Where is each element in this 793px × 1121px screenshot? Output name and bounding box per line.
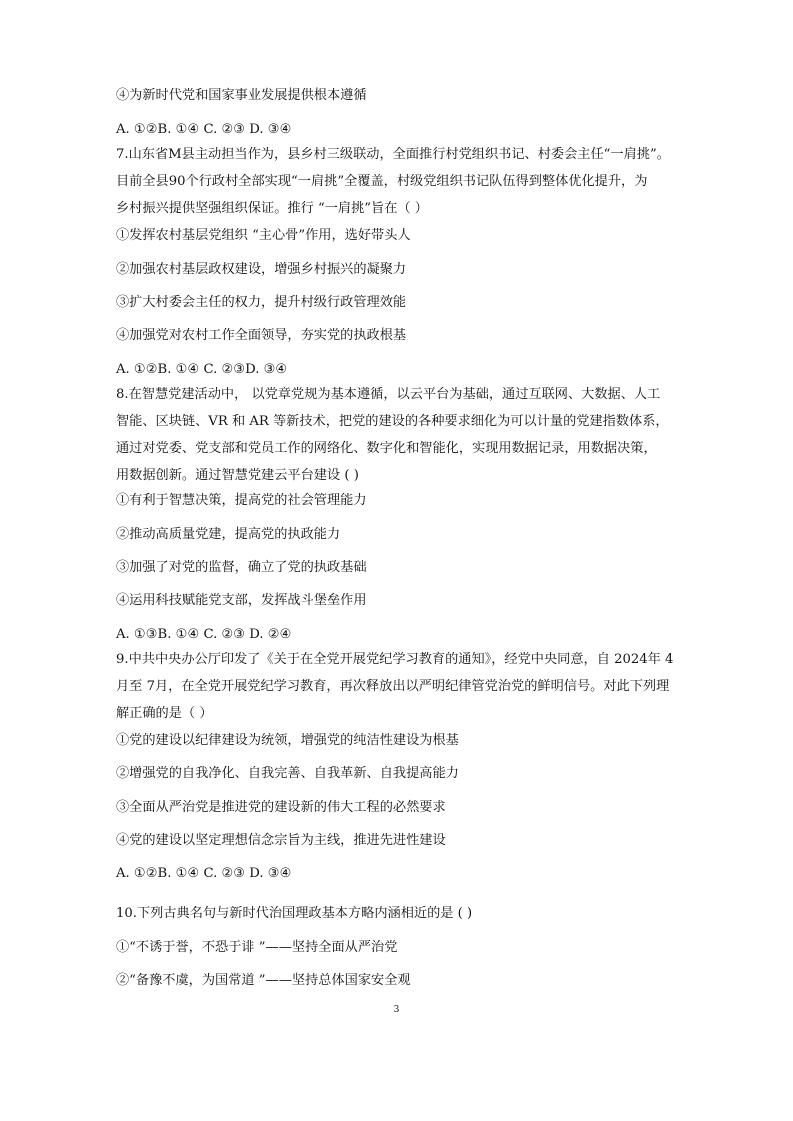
q8-option-4: ④运用科技赋能党支部，发挥战斗堡垒作用 [116, 593, 367, 608]
q9-answer-choices: A. ①②B. ①④ C. ②③ D. ③④ [116, 866, 292, 881]
q7-option-2: ②加强农村基层政权建设，增强乡村振兴的凝聚力 [116, 262, 407, 277]
q8-option-1: ①有利于智慧决策，提高党的社会管理能力 [116, 493, 367, 508]
q7-answer-choices: A. ①②B. ①④ C. ②③D. ③④ [116, 362, 288, 377]
q7-option-1: ①发挥农村基层党组织 “主心骨”作用，选好带头人 [116, 228, 411, 243]
q9-option-3: ③全面从严治党是推进党的建设新的伟大工程的必然要求 [116, 800, 446, 815]
q7-option-3: ③扩大村委会主任的权力，提升村级行政管理效能 [116, 295, 407, 310]
q8-stem-line-2: 智能、区块链、VR 和 AR 等新技术，把党的建设的各种要求细化为可以计量的党建指数体系， [116, 414, 669, 429]
q10-stem: 10.下列古典名句与新时代治国理政基本方略内涵相近的是 ( ) [116, 906, 473, 921]
q8-stem-line-3: 通过对党委、党支部和党员工作的网络化、数字化和智能化，实现用数据记录，用数据决策， [116, 441, 657, 456]
q9-stem-line-2: 月至 7月，在全党开展党纪学习教育，再次释放出以严明纪律管党治党的鲜明信号。对此下列理 [116, 679, 670, 694]
q9-stem-line-1: 9.中共中央办公厅印发了《关于在全党开展党纪学习教育的通知》，经党中央同意，自 2024年 4 [116, 652, 674, 667]
q6-option-4: ④为新时代党和国家事业发展提供根本遵循 [116, 88, 367, 103]
q7-stem-line-2: 目前全县90个行政村全部实现“一肩挑”全覆盖，村级党组织书记队伍得到整体优化提升，为 [116, 174, 648, 189]
q8-stem-line-1: 8.在智慧党建活动中， 以党章党规为基本遵循，以云平台为基础，通过互联网、大数据、人工 [116, 387, 661, 402]
q9-stem-line-3: 解正确的是（ ） [116, 706, 213, 721]
page-number: 3 [393, 1005, 400, 1015]
q8-answer-choices: A. ①③B. ①④ C. ②③ D. ②④ [116, 627, 292, 642]
q9-option-1: ①党的建设以纪律建设为统领，增强党的纯洁性建设为根基 [116, 733, 459, 748]
q8-option-2: ②推动高质量党建，提高党的执政能力 [116, 527, 341, 542]
q6-answer-choices: A. ①②B. ①④ C. ②③ D. ③④ [116, 122, 292, 137]
q7-stem-line-3: 乡村振兴提供坚强组织保证。推行 “一肩挑”旨在（ ） [116, 201, 428, 216]
q8-stem-line-4: 用数据创新。通过智慧党建云平台建设 ( ) [116, 468, 359, 483]
q7-option-4: ④加强党对农村工作全面领导，夯实党的执政根基 [116, 328, 407, 343]
q10-option-1: ①“不诱于誉，不恐于诽 ”——坚持全面从严治党 [116, 940, 398, 955]
q7-stem-line-1: 7.山东省M县主动担当作为，县乡村三级联动，全面推行村党组织书记、村委会主任“一肩挑”。 [116, 147, 670, 162]
q9-option-2: ②增强党的自我净化、自我完善、自我革新、自我提高能力 [116, 766, 459, 781]
q10-option-2: ②“备豫不虞，为国常道 ”——坚持总体国家安全观 [116, 973, 411, 988]
q8-option-3: ③加强了对党的监督，确立了党的执政基础 [116, 560, 367, 575]
q9-option-4: ④党的建设以坚定理想信念宗旨为主线，推进先进性建设 [116, 833, 446, 848]
